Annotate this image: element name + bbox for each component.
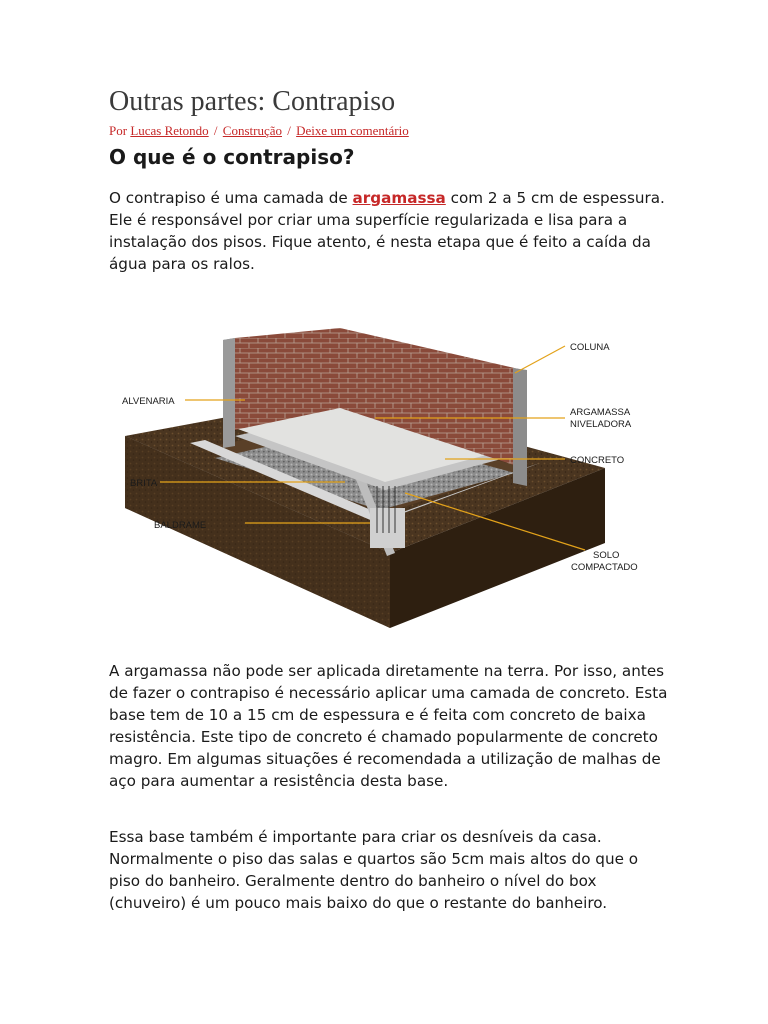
byline-prefix: Por	[109, 123, 128, 138]
category-link[interactable]: Construção	[222, 123, 282, 138]
label-argamassa: ARGAMASSA	[570, 407, 631, 418]
page-title: Outras partes: Contrapiso	[109, 86, 396, 117]
label-alvenaria: ALVENARIA	[122, 396, 175, 407]
label-coluna: COLUNA	[570, 342, 610, 353]
argamassa-link[interactable]: argamassa	[352, 189, 446, 207]
byline	[109, 123, 409, 139]
intro-text-after: com 2 a 5 cm de espessura. Ele é responsável por criar uma superfície regularizada e lisa para a instalação dos pisos. Fique atento, é nesta etapa que é feito a caída da água para os ralos.	[109, 189, 665, 273]
intro-paragraph	[109, 187, 669, 275]
label-concreto: CONCRETO	[570, 455, 625, 466]
byline-separator-2: /	[287, 123, 291, 138]
label-niveladora: NIVELADORA	[570, 419, 632, 430]
label-brita: BRITA	[130, 478, 158, 489]
contrapiso-diagram	[105, 318, 665, 638]
label-baldrame: BALDRAME	[154, 520, 207, 531]
label-solo: SOLO	[593, 550, 620, 561]
section-heading: O que é o contrapiso?	[109, 145, 355, 169]
byline-separator: /	[213, 123, 218, 138]
author-link[interactable]: Lucas Retondo	[130, 123, 209, 138]
intro-text-before: O contrapiso é uma camada de	[109, 189, 353, 207]
label-compactado: COMPACTADO	[571, 562, 638, 573]
body-paragraph-3: Essa base também é importante para criar os desníveis da casa. Normalmente o piso das salas e quartos são 5cm mais altos do que o piso do banheiro. Geralmente dentro do banheiro o nível do box (chuveiro) é um pouco mais baixo do que o restante do banheiro.	[109, 828, 639, 912]
body-paragraph-2: A argamassa não pode ser aplicada diretamente na terra. Por isso, antes de fazer o contrapiso é necessário aplicar uma camada de concreto. Esta base tem de 10 a 15 cm de espessura e é feita com concreto de baixa resistência. Este tipo de concreto é chamado popularmente de concreto magro. Em algumas situações é recomendada a utilização de malhas de aço para aumentar a resistência desta base.	[109, 662, 668, 790]
comment-link[interactable]: Deixe um comentário	[296, 123, 409, 138]
